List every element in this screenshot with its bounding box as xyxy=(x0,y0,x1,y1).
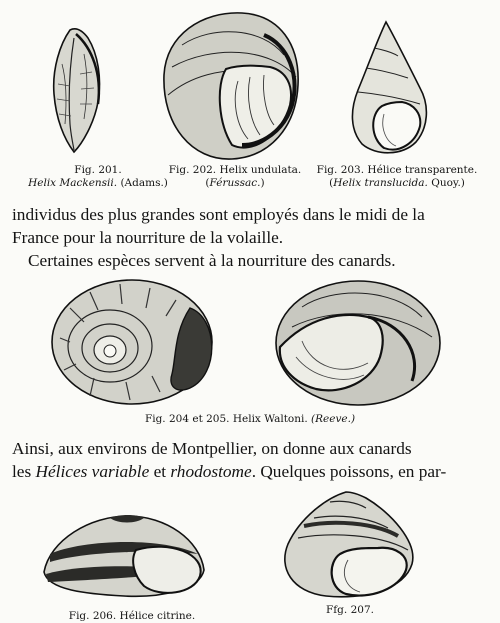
paragraph-line: France pour la nourriture de la volaille. xyxy=(12,228,284,247)
shell-illustration-helix-waltoni-204 xyxy=(50,278,222,406)
shell-illustration-helix-waltoni-205 xyxy=(272,277,442,407)
figure-206-caption xyxy=(52,610,212,623)
shell-illustration-helix-translucida xyxy=(340,18,435,158)
figure-202-number: Fig. 202. Helix undulata. xyxy=(168,164,302,176)
figure-203-caption: Fig. 203. Hélice transparente. (Helix translucida. Quoy.) xyxy=(308,164,486,190)
figure-202-caption: Fig. 202. Helix undulata. (Férussac.) xyxy=(160,164,310,190)
figure-207-caption xyxy=(310,604,390,617)
shell-illustration-fig-207 xyxy=(270,488,420,600)
shell-illustration-helix-undulata xyxy=(152,5,304,163)
paragraph-line: Certaines espèces servent à la nourriture des canards. xyxy=(28,251,396,270)
figure-203-author: Quoy.) xyxy=(427,177,465,189)
paragraph-line: Ainsi, aux environs de Montpellier, on donne aux canards xyxy=(12,439,412,458)
figure-204-205-number: Fig. 204 et 205. Helix Waltoni. xyxy=(144,413,308,425)
figure-201-caption xyxy=(28,164,168,190)
figure-206-number: Fig. 206. Hélice citrine. xyxy=(68,610,196,622)
figure-201-number: Fig. 201. xyxy=(74,164,122,176)
species-name: Hélices variable xyxy=(35,462,150,481)
figure-201-author: (Adams.) xyxy=(117,177,168,189)
figure-201-species: Helix Mackensii. xyxy=(28,177,118,189)
figure-204-205-caption xyxy=(120,413,380,426)
species-name: rhodostome xyxy=(170,462,252,481)
shell-illustration-helix-mackensii xyxy=(40,24,115,156)
figure-204-205-author: (Reeve.) xyxy=(307,413,356,425)
shell-illustration-helice-citrine xyxy=(40,510,208,600)
paragraph-line: les Hélices variable et rhodostome. Quelques poissons, en par- xyxy=(12,462,447,481)
figure-202-author: Férussac. xyxy=(209,177,261,189)
figure-203-number: Fig. 203. Hélice transparente. xyxy=(316,164,478,176)
paragraph-line: individus des plus grandes sont employés dans le midi de la xyxy=(12,205,425,224)
figure-203-species: Helix translucida. xyxy=(333,177,428,189)
figure-207-number: Ffg. 207. xyxy=(326,604,374,616)
